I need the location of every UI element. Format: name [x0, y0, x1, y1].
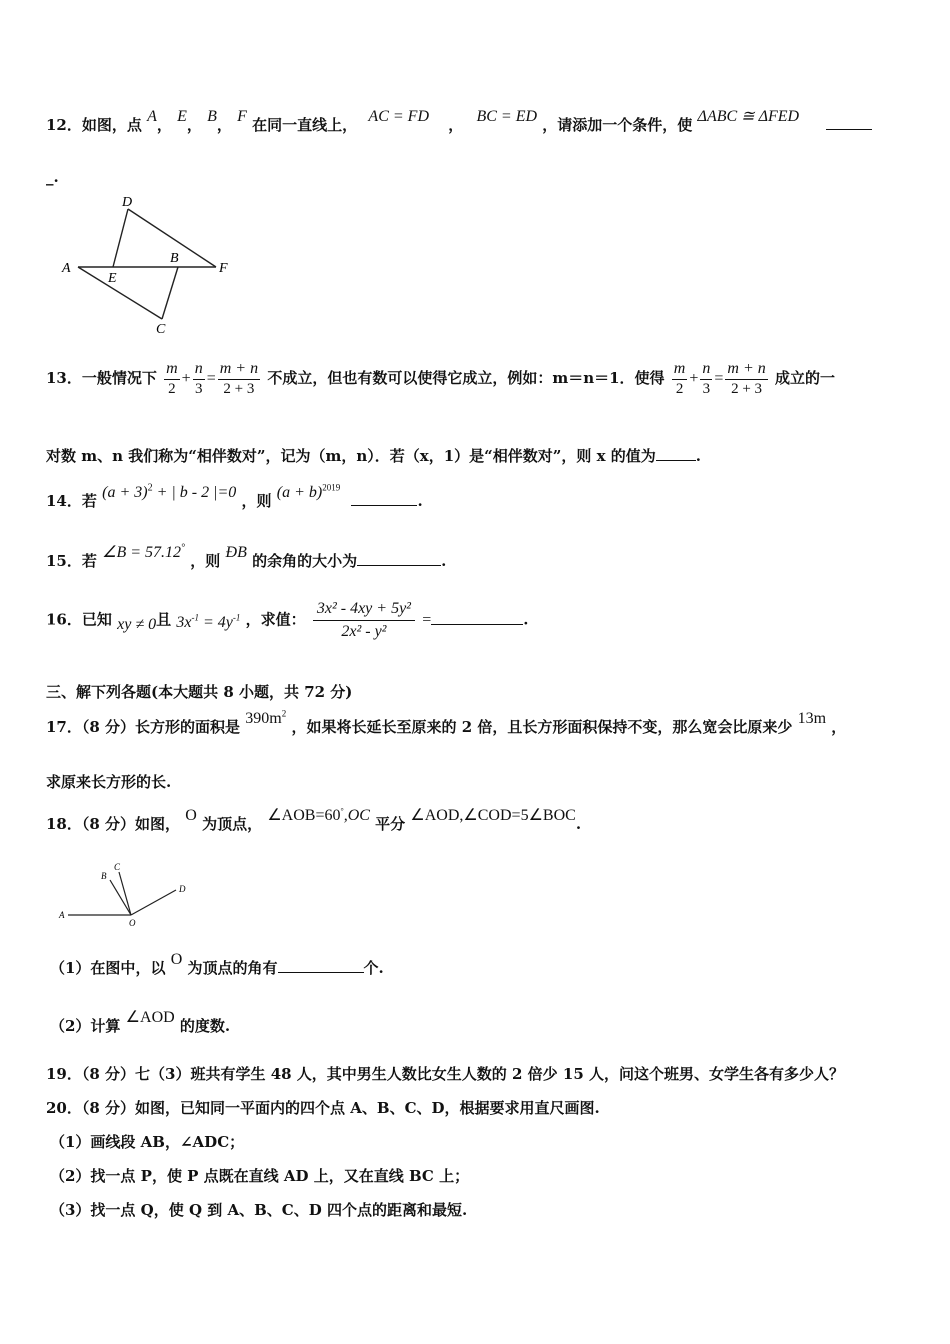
q13-line-2: 对数 m、n 我们称为“相伴数对”，记为（m，n）．若（x，1）是“相伴数对”，则 x 的值为 . — [46, 447, 702, 465]
q16-answer-blank — [431, 610, 523, 625]
ray-ob — [110, 880, 131, 915]
label-c: C — [156, 322, 166, 337]
q15-line: 15．若 ∠B = 57.12° ，则 ÐB 的余角的大小为 . — [46, 542, 447, 570]
segment-ac — [78, 267, 162, 319]
q12-tail: _. — [46, 168, 59, 186]
q18-part-2: （2）计算 ∠AOD 的度数. — [50, 1009, 231, 1035]
fraction-m-2: $\frac{m}{2}$ — [166, 360, 178, 397]
q15-then: ，则 — [190, 552, 221, 570]
q12-mid-text: 在同一直线上， — [252, 116, 358, 134]
q18-vertex-o: O — [185, 807, 197, 824]
q12-ask-text: ，请添加一个条件，使 — [542, 116, 693, 134]
q20-line: 20．（8 分）如图，已知同一平面内的四个点 A、B、C、D，根据要求用直尺画图. — [46, 1099, 600, 1117]
q13-line2-text: 对数 m、n 我们称为“相伴数对”，记为（m，n）．若（x，1）是“相伴数对”，则 x 的值为 — [46, 447, 656, 465]
q16-fraction: $\frac{\text{3x² - 4xy + 5y²}}{\text{2x² - y²}}$ — [313, 600, 415, 641]
q17-line: 17．（8 分）长方形的面积是 $390m^2$ ，如果将长延长至原来的 2 倍，且长方形面积保持不变，那么宽会比原来少 13m ， — [46, 708, 847, 736]
q18-p2-angle: ∠AOD — [125, 1009, 175, 1026]
q12-line: 12．如图，点 A， E， B， F 在同一直线上， AC = FD ， BC = ED ，请添加一个条件，使 ΔABC ≅ ΔFED — [46, 114, 872, 135]
q14-expression: $(a + b)^{2019}$ — [276, 482, 341, 501]
q16-condition-1: xy ≠ 0 — [117, 615, 157, 633]
q16-prefix: 16．已知 — [46, 610, 112, 629]
q17-line-2: 求原来长方形的长. — [46, 773, 172, 791]
q18-prefix: 18．（8 分）如图， — [46, 815, 181, 833]
fraction-m-2-b: $\frac{m}{2}$ — [673, 360, 686, 397]
label-b: B — [101, 871, 107, 881]
label-c: C — [114, 862, 121, 872]
label-b: B — [170, 251, 179, 266]
q18-p1-o: O — [170, 951, 183, 968]
q12-congruence: ΔABC ≅ ΔFED — [697, 108, 800, 125]
q16-condition-2: $3x^{-1} = 4y^{-1}$ — [176, 612, 241, 631]
q18-angle-relations: ∠AOD,∠COD=5∠BOC — [410, 807, 576, 824]
ray-od — [131, 890, 176, 915]
ray-oc — [119, 872, 131, 915]
q18-figure — [58, 860, 193, 928]
q12-figure — [58, 192, 248, 337]
q15-prefix: 15．若 — [46, 552, 97, 570]
q15-angle: ∠B = 57.12° — [102, 542, 186, 561]
q14-answer-blank — [351, 491, 417, 506]
q12-condition-1: AC = FD — [368, 108, 429, 125]
q14-equation: $(a + 3)^2$ + | b - 2 |=0 — [102, 482, 237, 501]
q12-prefix: 12．如图，点 — [46, 116, 142, 134]
label-e: E — [108, 271, 117, 286]
point-e: E — [177, 108, 187, 125]
segment-de — [113, 209, 128, 267]
section-3-heading: 三、解下列各题(本大题共 8 小题，共 72 分) — [46, 683, 353, 701]
label-d: D — [122, 195, 133, 210]
q17-less-width: 13m — [797, 710, 827, 727]
q14-prefix: 14．若 — [46, 492, 97, 510]
q13-line: 13．一般情况下 $\frac{m}{2}$ + $\frac{n}{3}$ = $\frac{m + n}{2 + 3}$ 不成立，但也有数可以使得它成立，例如：m＝n＝1．使得 $\frac{m}{2}$ + $\frac{n}{3}$ = $\frac{m + n}{2 + 3}$ 成立的一 — [46, 360, 836, 397]
label-a: A — [59, 910, 65, 920]
q20-part-3: （3）找一点 Q，使 Q 到 A、B、C、D 四个点的距离和最短. — [50, 1201, 468, 1219]
q18-angle-aob: ∠AOB=60°,OC — [267, 806, 370, 824]
q12-condition-2: BC = ED — [476, 108, 538, 125]
q18-part-1: （1）在图中，以 O 为顶点的角有 个. — [50, 951, 384, 977]
fraction-sum: $\frac{m + n}{2 + 3}$ — [219, 360, 259, 397]
q13-tail: 成立的一 — [775, 369, 836, 387]
fraction-n-3: $\frac{n}{3}$ — [194, 360, 203, 397]
fraction-sum-b: $\frac{m + n}{2 + 3}$ — [727, 360, 766, 397]
q20-part-1: （1）画线段 AB，∠ADC； — [50, 1133, 245, 1151]
q20-part-2: （2）找一点 P，使 P 点既在直线 AD 上，又在直线 BC 上； — [50, 1167, 470, 1185]
q12-answer-blank — [826, 115, 872, 130]
q13-mid-text: 不成立，但也有数可以使得它成立，例如：m＝n＝1．使得 — [267, 369, 665, 387]
segment-bc — [162, 267, 178, 319]
q13-prefix: 13．一般情况下 — [46, 369, 157, 387]
q14-then: ，则 — [241, 492, 272, 510]
q16-ask: ，求值： — [245, 610, 306, 629]
point-f: F — [237, 108, 247, 125]
label-o: O — [129, 918, 136, 928]
q18-answer-blank — [278, 958, 364, 973]
q13-answer-blank — [656, 446, 696, 461]
q15-symbol: ÐB — [225, 544, 247, 561]
point-b: B — [207, 108, 217, 125]
q18-line: 18．（8 分）如图， O 为顶点， ∠AOB=60°,OC 平分 ∠AOD,∠COD=5∠BOC. — [46, 806, 582, 833]
q15-tail: 的余角的大小为 — [252, 552, 358, 570]
q17-prefix: 17．（8 分）长方形的面积是 — [46, 718, 241, 736]
q17-area: $390m^2$ — [245, 708, 287, 727]
q19-line: 19．（8 分）七（3）班共有学生 48 人，其中男生人数比女生人数的 2 倍少 15 人，问这个班男、女学生各有多少人？ — [46, 1065, 844, 1083]
q16-line: 16．已知 xy ≠ 0且 $3x^{-1} = 4y^{-1}$ ，求值： $\frac{\text{3x² - 4xy + 5y²}}{\text{2x² - y²}}$ = . — [46, 600, 529, 640]
fraction-n-3-b: $\frac{n}{3}$ — [702, 360, 711, 397]
q17-mid-text: ，如果将长延长至原来的 2 倍，且长方形面积保持不变，那么宽会比原来少 — [291, 718, 793, 736]
label-d: D — [179, 884, 186, 894]
label-a: A — [62, 261, 71, 276]
point-a: A — [147, 108, 157, 125]
q14-line: 14．若 $(a + 3)^2$ + | b - 2 |=0 ，则 $(a + b)^{2019}$ . — [46, 482, 423, 510]
q15-answer-blank — [357, 551, 441, 566]
label-f: F — [219, 261, 228, 276]
